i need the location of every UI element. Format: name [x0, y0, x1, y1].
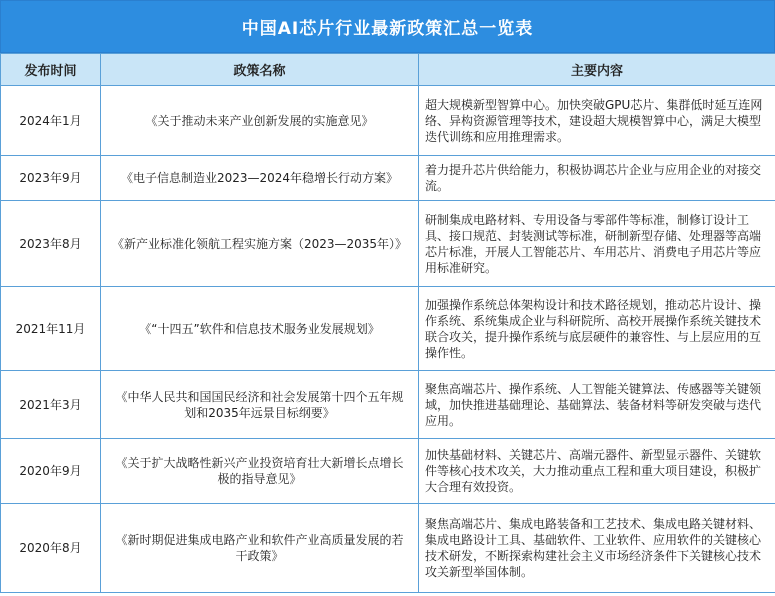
row-policy-name: 《“十四五”软件和信息技术服务业发展规划》 [101, 287, 419, 371]
row-content: 加强操作系统总体架构设计和技术路径规划，推动芯片设计、操作系统、系统集成企业与科研院所、高校开展操作系统关键技术联合攻关，提升操作系统与底层硬件的兼容性、与上层应用的互操作性。 [419, 287, 775, 371]
row-policy-name: 《新产业标准化领航工程实施方案（2023—2035年）》 [101, 201, 419, 287]
row-policy-name: 《新时期促进集成电路产业和软件产业高质量发展的若干政策》 [101, 504, 419, 593]
header-date: 发布时间 [1, 54, 101, 86]
table-row [1, 371, 775, 439]
row-date: 2021年3月 [1, 371, 101, 439]
row-date: 2020年8月 [1, 504, 101, 593]
row-policy-name: 《电子信息制造业2023—2024年稳增长行动方案》 [101, 156, 419, 201]
table-title: 中国AI芯片行业最新政策汇总一览表 [0, 0, 775, 53]
row-content: 聚焦高端芯片、集成电路装备和工艺技术、集成电路关键材料、集成电路设计工具、基础软件、工业软件、应用软件的关键核心技术研发，不断探索构建社会主义市场经济条件下关键核心技术攻关新型举国体制。 [419, 504, 775, 593]
table-row [1, 201, 775, 287]
table-row [1, 287, 775, 371]
row-content: 超大规模新型智算中心。加快突破GPU芯片、集群低时延互连网络、异构资源管理等技术，建设超大规模智算中心，满足大模型迭代训练和应用推理需求。 [419, 86, 775, 156]
row-policy-name: 《关于推动未来产业创新发展的实施意见》 [101, 86, 419, 156]
row-policy-name: 《关于扩大战略性新兴产业投资培育壮大新增长点增长极的指导意见》 [101, 439, 419, 504]
header-row [1, 54, 775, 86]
header-name: 政策名称 [101, 54, 419, 86]
policy-table [0, 53, 775, 593]
table-row [1, 156, 775, 201]
row-content: 着力提升芯片供给能力，积极协调芯片企业与应用企业的对接交流。 [419, 156, 775, 201]
row-content: 研制集成电路材料、专用设备与零部件等标准，制修订设计工具、接口规范、封装测试等标准，研制新型存储、处理器等高端芯片标准，开展人工智能芯片、车用芯片、消费电子用芯片等应用标准研究。 [419, 201, 775, 287]
row-content: 加快基础材料、关键芯片、高端元器件、新型显示器件、关键软件等核心技术攻关，大力推动重点工程和重大项目建设，积极扩大合理有效投资。 [419, 439, 775, 504]
row-date: 2021年11月 [1, 287, 101, 371]
table-row [1, 439, 775, 504]
row-content: 聚焦高端芯片、操作系统、人工智能关键算法、传感器等关键领域，加快推进基础理论、基础算法、装备材料等研发突破与迭代应用。 [419, 371, 775, 439]
row-date: 2024年1月 [1, 86, 101, 156]
row-date: 2023年8月 [1, 201, 101, 287]
row-policy-name: 《中华人民共和国国民经济和社会发展第十四个五年规划和2035年远景目标纲要》 [101, 371, 419, 439]
table-row [1, 504, 775, 593]
row-date: 2023年9月 [1, 156, 101, 201]
row-date: 2020年9月 [1, 439, 101, 504]
table-row [1, 86, 775, 156]
header-content: 主要内容 [419, 54, 775, 86]
